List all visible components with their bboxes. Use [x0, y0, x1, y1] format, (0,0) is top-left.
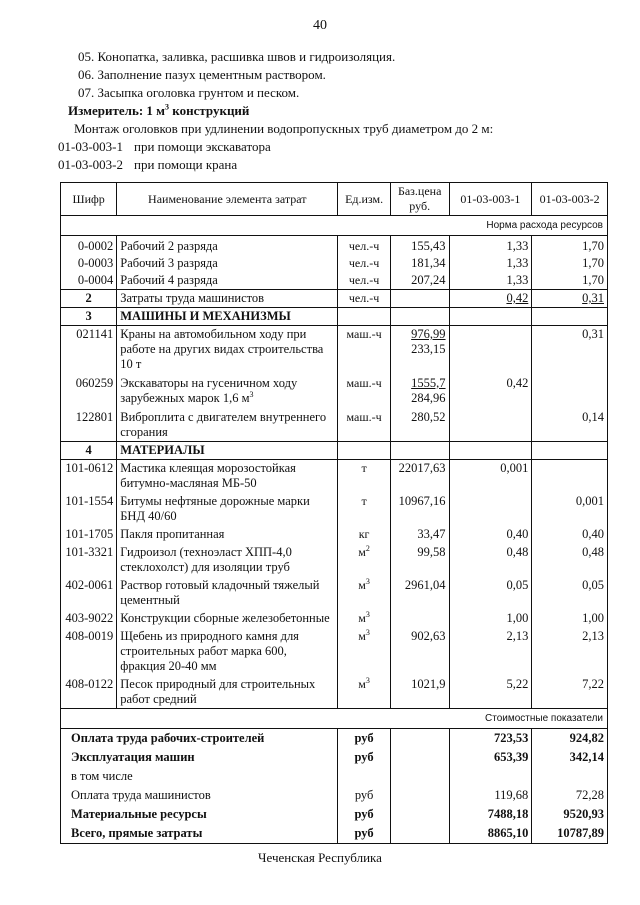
row-value-2: 0,05 [532, 576, 608, 609]
row-unit-text: т [361, 494, 367, 508]
row-price-main: 155,43 [411, 239, 446, 253]
row-value-2: 0,40 [532, 525, 608, 543]
section-title: МАТЕРИАЛЫ [117, 442, 338, 460]
norm-row [61, 216, 608, 236]
row-name-text: Конструкции сборные железобетонные [120, 611, 330, 625]
row-price [390, 407, 449, 442]
section-code: 3 [61, 308, 117, 326]
row-name [117, 543, 338, 576]
totals-value-1 [449, 767, 532, 786]
row-unit [338, 543, 391, 576]
description: Монтаж оголовков при удлинении водопропускных труб диаметром до 2 м: [74, 121, 494, 136]
row-value-1: 1,33 [449, 255, 532, 272]
row-unit [338, 609, 391, 627]
totals-unit [338, 767, 391, 786]
code: 01-03-003-1 [58, 139, 123, 154]
table-row [61, 609, 608, 627]
superscript: 2 [365, 544, 370, 553]
section-empty [338, 442, 391, 460]
totals-label: Всего, прямые затраты [61, 824, 338, 844]
totals-value-1: 8865,10 [449, 824, 532, 844]
row-value-1: 1,00 [449, 609, 532, 627]
row-code: 101-3321 [61, 543, 117, 576]
row-value-1: 0,42 [449, 290, 532, 308]
intro-item: 07. Засыпка оголовка грунтом и песком. [78, 85, 300, 100]
row-unit-text: чел.-ч [348, 239, 380, 253]
section-empty [390, 442, 449, 460]
row-value-1: 5,22 [449, 675, 532, 709]
row-price [390, 492, 449, 525]
section-row [61, 308, 608, 326]
row-code: 101-0612 [61, 460, 117, 493]
row-name-text: Затраты труда машинистов [120, 291, 265, 305]
row-unit-text: м [358, 545, 366, 559]
totals-unit: руб [338, 786, 391, 805]
row-unit-text: кг [358, 527, 370, 541]
resource-table [60, 182, 608, 844]
row-value-2: 7,22 [532, 675, 608, 709]
totals-value-1: 653,39 [449, 748, 532, 767]
row-value-1 [449, 326, 532, 374]
totals-value-1: 7488,18 [449, 805, 532, 824]
measurer-text: Измеритель: 1 м [68, 103, 166, 118]
row-price-main: 207,24 [411, 273, 446, 287]
section-row [61, 442, 608, 460]
totals-empty [390, 748, 449, 767]
totals-row [61, 729, 608, 749]
totals-label: в том числе [61, 767, 338, 786]
totals-value-2 [532, 767, 608, 786]
totals-unit: руб [338, 748, 391, 767]
row-code: 2 [61, 290, 117, 308]
table-row [61, 236, 608, 256]
table-row [61, 460, 608, 493]
row-unit-text: м [358, 677, 366, 691]
row-name [117, 236, 338, 256]
row-value-2: 0,14 [532, 407, 608, 442]
section-empty [338, 308, 391, 326]
row-name [117, 373, 338, 407]
row-price [390, 525, 449, 543]
section-empty [449, 308, 532, 326]
row-code: 0-0003 [61, 255, 117, 272]
totals-row [61, 805, 608, 824]
measurer-tail: конструкций [169, 103, 250, 118]
row-name-text: Виброплита с двигателем внутреннего сгорания [120, 410, 327, 439]
row-price-main: 976,99 [411, 327, 446, 341]
row-unit [338, 407, 391, 442]
row-value-1: 0,05 [449, 576, 532, 609]
totals-row [61, 767, 608, 786]
norm-label: Норма расхода ресурсов [61, 216, 608, 236]
row-value-2 [532, 373, 608, 407]
superscript: 3 [249, 389, 254, 399]
row-value-2: 1,70 [532, 255, 608, 272]
row-unit-text: т [361, 461, 367, 475]
row-code: 122801 [61, 407, 117, 442]
row-price-main: 902,63 [411, 629, 446, 643]
row-value-2: 1,70 [532, 272, 608, 290]
cost-row [61, 709, 608, 729]
row-value-2: 1,70 [532, 236, 608, 256]
section-title: МАШИНЫ И МЕХАНИЗМЫ [117, 308, 338, 326]
row-price [390, 272, 449, 290]
row-unit-text: чел.-ч [348, 291, 380, 305]
totals-value-2: 9520,93 [532, 805, 608, 824]
row-price [390, 576, 449, 609]
row-code: 408-0019 [61, 627, 117, 675]
row-name [117, 407, 338, 442]
table-row [61, 492, 608, 525]
totals-label: Материальные ресурсы [61, 805, 338, 824]
row-unit [338, 290, 391, 308]
row-value-1 [449, 407, 532, 442]
row-price-main: 2961,04 [404, 578, 446, 592]
row-name-text: Раствор готовый кладочный тяжелый цементный [120, 578, 320, 607]
row-code: 403-9022 [61, 609, 117, 627]
row-value-1: 0,42 [449, 373, 532, 407]
row-unit-text: м [358, 629, 366, 643]
row-price [390, 675, 449, 709]
row-unit [338, 460, 391, 493]
row-unit [338, 373, 391, 407]
row-code: 101-1554 [61, 492, 117, 525]
col-header: Баз.цена руб. [390, 183, 449, 216]
row-code: 402-0061 [61, 576, 117, 609]
row-price-main: 280,52 [411, 410, 446, 424]
row-price [390, 290, 449, 308]
table-row [61, 543, 608, 576]
section-empty [449, 442, 532, 460]
totals-row [61, 748, 608, 767]
row-unit [338, 272, 391, 290]
code-line [58, 138, 620, 156]
totals-value-2: 342,14 [532, 748, 608, 767]
col-header: Наименование элемента затрат [117, 183, 338, 216]
totals-row [61, 824, 608, 844]
row-unit-text: м [358, 578, 366, 592]
row-name-text: Щебень из природного камня для строительных работ марка 600, фракция 20-40 мм [120, 629, 299, 673]
table-row [61, 407, 608, 442]
col-header: 01-03-003-2 [532, 183, 608, 216]
totals-value-2: 72,28 [532, 786, 608, 805]
superscript: 3 [365, 628, 370, 637]
row-code: 408-0122 [61, 675, 117, 709]
code: 01-03-003-2 [58, 157, 123, 172]
row-code: 0-0004 [61, 272, 117, 290]
code-text: при помощи экскаватора [134, 139, 271, 154]
row-value-1: 0,48 [449, 543, 532, 576]
row-code: 060259 [61, 373, 117, 407]
row-price-main: 22017,63 [398, 461, 446, 475]
measurer-sup: 3 [165, 102, 170, 112]
row-value-2: 2,13 [532, 627, 608, 675]
row-name [117, 576, 338, 609]
row-name [117, 326, 338, 374]
row-value-2: 1,00 [532, 609, 608, 627]
row-name-text: Битумы нефтяные дорожные марки БНД 40/60 [120, 494, 310, 523]
superscript: 3 [365, 676, 370, 685]
footer: Чеченская Республика [258, 850, 382, 865]
row-name [117, 272, 338, 290]
row-price-main: 181,34 [411, 256, 446, 270]
totals-empty [390, 786, 449, 805]
row-price [390, 373, 449, 407]
row-value-2: 0,001 [532, 492, 608, 525]
row-unit [338, 236, 391, 256]
row-name-text: Рабочий 4 разряда [120, 273, 218, 287]
row-value-1: 1,33 [449, 272, 532, 290]
totals-label: Эксплуатация машин [61, 748, 338, 767]
row-name [117, 609, 338, 627]
totals-unit: руб [338, 805, 391, 824]
row-value-2 [532, 460, 608, 493]
row-price-main: 99,58 [417, 545, 446, 559]
table-row [61, 272, 608, 290]
section-code: 4 [61, 442, 117, 460]
row-name-text: Мастика клеящая морозостойкая битумно-масляная МБ-50 [120, 461, 296, 490]
row-value-1: 2,13 [449, 627, 532, 675]
totals-row [61, 786, 608, 805]
row-price-main: 10967,16 [398, 494, 446, 508]
table-row [61, 373, 608, 407]
section-empty [390, 308, 449, 326]
section-empty [532, 308, 608, 326]
superscript: 3 [365, 577, 370, 586]
intro-item: 06. Заполнение пазух цементным раствором. [78, 67, 326, 82]
row-value-1: 0,001 [449, 460, 532, 493]
table-row [61, 255, 608, 272]
totals-unit: руб [338, 824, 391, 844]
code-text: при помощи крана [134, 157, 238, 172]
row-unit-text: чел.-ч [348, 256, 380, 270]
row-unit-text: маш.-ч [346, 376, 382, 390]
row-unit [338, 492, 391, 525]
totals-empty [390, 767, 449, 786]
cost-label: Стоимостные показатели [61, 709, 608, 729]
row-price [390, 460, 449, 493]
row-name-text: Пакля пропитанная [120, 527, 225, 541]
totals-unit: руб [338, 729, 391, 749]
totals-value-1: 119,68 [449, 786, 532, 805]
row-price-sub: 233,15 [411, 342, 446, 356]
row-value-1 [449, 492, 532, 525]
table-row [61, 525, 608, 543]
table-row [61, 627, 608, 675]
totals-label: Оплата труда рабочих-строителей [61, 729, 338, 749]
row-unit [338, 675, 391, 709]
col-header: Ед.изм. [338, 183, 391, 216]
row-value-2: 0,48 [532, 543, 608, 576]
row-value-2: 0,31 [532, 326, 608, 374]
row-unit-text: маш.-ч [346, 327, 382, 341]
row-name [117, 627, 338, 675]
row-name [117, 460, 338, 493]
intro-block [60, 48, 620, 174]
row-price [390, 255, 449, 272]
row-name [117, 255, 338, 272]
row-price [390, 609, 449, 627]
row-unit [338, 326, 391, 374]
row-price-main: 1555,7 [411, 376, 446, 390]
table-row [61, 675, 608, 709]
superscript: 3 [365, 610, 370, 619]
row-price [390, 326, 449, 374]
code-line [58, 156, 620, 174]
totals-empty [390, 729, 449, 749]
intro-item: 05. Конопатка, заливка, расшивка швов и гидроизоляция. [78, 49, 396, 64]
row-name-text: Рабочий 2 разряда [120, 239, 218, 253]
table-header [61, 183, 608, 216]
row-value-2: 0,31 [532, 290, 608, 308]
row-name-text: Рабочий 3 разряда [120, 256, 218, 270]
totals-label: Оплата труда машинистов [61, 786, 338, 805]
row-name-text: Гидроизол (техноэласт ХПП-4,0 стеклохолст) для изоляции труб [120, 545, 292, 574]
row-unit [338, 255, 391, 272]
measurer-line [60, 102, 620, 120]
row-name [117, 675, 338, 709]
row-name [117, 492, 338, 525]
table-row [61, 290, 608, 308]
row-price [390, 543, 449, 576]
row-name [117, 290, 338, 308]
row-unit-text: м [358, 611, 366, 625]
row-price-main: 33,47 [417, 527, 446, 541]
totals-empty [390, 805, 449, 824]
row-name [117, 525, 338, 543]
col-header: 01-03-003-1 [449, 183, 532, 216]
row-price [390, 627, 449, 675]
totals-empty [390, 824, 449, 844]
table-row [61, 576, 608, 609]
totals-value-2: 10787,89 [532, 824, 608, 844]
col-header: Шифр [61, 183, 117, 216]
row-value-1: 1,33 [449, 236, 532, 256]
row-price [390, 236, 449, 256]
row-name-text: Экскаваторы на гусеничном ходу зарубежных марок 1,6 м [120, 376, 298, 405]
row-unit [338, 576, 391, 609]
row-unit-text: чел.-ч [348, 273, 380, 287]
page-number: 40 [313, 18, 327, 33]
totals-value-2: 924,82 [532, 729, 608, 749]
row-name-text: Краны на автомобильном ходу при работе на других видах строительства 10 т [120, 327, 324, 371]
section-empty [532, 442, 608, 460]
row-price-main: 1021,9 [411, 677, 446, 691]
table-row [61, 326, 608, 374]
row-code: 021141 [61, 326, 117, 374]
row-unit [338, 525, 391, 543]
totals-value-1: 723,53 [449, 729, 532, 749]
row-unit-text: маш.-ч [346, 410, 382, 424]
row-price-sub: 284,96 [411, 391, 446, 405]
row-unit [338, 627, 391, 675]
row-value-1: 0,40 [449, 525, 532, 543]
row-code: 101-1705 [61, 525, 117, 543]
row-name-text: Песок природный для строительных работ средний [120, 677, 316, 706]
row-code: 0-0002 [61, 236, 117, 256]
